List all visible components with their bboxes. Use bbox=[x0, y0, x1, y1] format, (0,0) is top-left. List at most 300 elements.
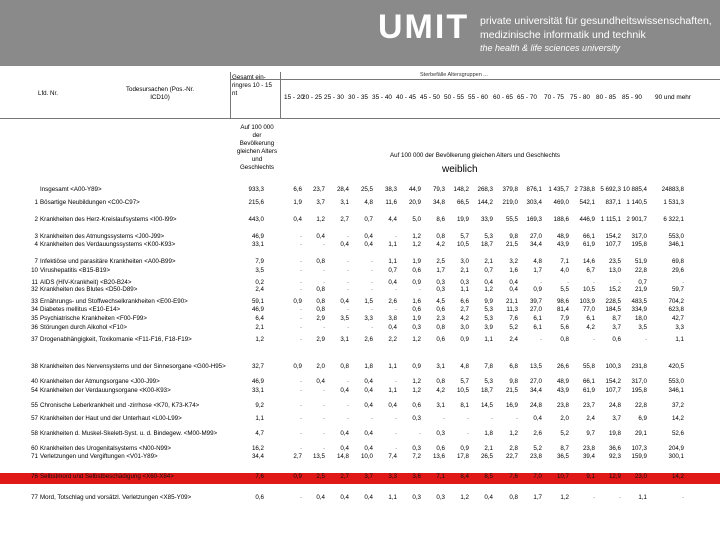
table-cell: 0,8 bbox=[509, 494, 518, 501]
table-cell: 1,1 bbox=[388, 387, 397, 394]
table-cell: 7,6 bbox=[509, 473, 518, 480]
table-cell: 3,8 bbox=[388, 315, 397, 322]
age-group-header-cell: 40 - 45 bbox=[396, 94, 416, 101]
table-cell: 33,1 bbox=[251, 387, 264, 394]
table-cell: 9,8 bbox=[509, 378, 518, 385]
table-cell: 420,5 bbox=[668, 363, 684, 370]
table-cell: 2,0 bbox=[316, 363, 325, 370]
table-cell: 13,5 bbox=[312, 453, 325, 460]
table-cell: 7,9 bbox=[560, 315, 569, 322]
table-cell: 36,6 bbox=[608, 445, 621, 452]
row-label: Verletzungen und Vergiftungen <V01-Y89> bbox=[40, 453, 158, 460]
table-cell: · bbox=[322, 324, 325, 331]
table-cell: 0,8 bbox=[340, 363, 349, 370]
row-number: 3 bbox=[34, 233, 38, 240]
university-name bbox=[480, 14, 712, 42]
table-cell: 77,0 bbox=[582, 306, 595, 313]
table-cell: · bbox=[322, 430, 325, 437]
age-group-header-cell: 20 - 25 bbox=[302, 94, 322, 101]
table-cell: 0,4 bbox=[364, 402, 373, 409]
table-cell: 7,2 bbox=[412, 453, 421, 460]
table-cell: 231,8 bbox=[631, 363, 647, 370]
table-cell: 3,7 bbox=[316, 199, 325, 206]
table-cell: 1,2 bbox=[412, 336, 421, 343]
table-cell: 2,3 bbox=[436, 315, 445, 322]
row-label: Krankheiten der Atmungsorgane <J00-J99> bbox=[40, 378, 160, 385]
table-cell: 13,5 bbox=[529, 363, 542, 370]
table-cell: 10,0 bbox=[360, 453, 373, 460]
table-cell: 18,0 bbox=[634, 315, 647, 322]
table-cell: 61,9 bbox=[582, 387, 595, 394]
table-cell: 0,2 bbox=[255, 279, 264, 286]
age-group-header-cell: 30 - 35 bbox=[348, 94, 368, 101]
table-cell: 2,1 bbox=[484, 258, 493, 265]
table-cell: 0,6 bbox=[612, 336, 621, 343]
table-cell: 24,8 bbox=[529, 402, 542, 409]
row-label: Selbstmord und Selbstbeschädigung <X60-X84> bbox=[40, 473, 174, 480]
table-cell: 107,7 bbox=[605, 387, 621, 394]
table-cell: 0,8 bbox=[436, 378, 445, 385]
table-cell: 0,4 bbox=[316, 494, 325, 501]
unit-left: Auf 100 000 der Bevölkerung gleichen Alters und Geschlechts bbox=[236, 124, 278, 171]
table-cell: 154,2 bbox=[605, 378, 621, 385]
table-cell: 0,8 bbox=[316, 298, 325, 305]
table-cell: · bbox=[299, 286, 302, 293]
table-cell: 1,2 bbox=[460, 494, 469, 501]
row-number: 54 bbox=[31, 387, 38, 394]
table-cell: 0,3 bbox=[412, 494, 421, 501]
table-cell: 0,3 bbox=[436, 279, 445, 286]
table-cell: 18,7 bbox=[480, 387, 493, 394]
table-cell: 483,5 bbox=[631, 298, 647, 305]
row-label: Diabetes mellitus <E10-E14> bbox=[40, 306, 121, 313]
table-cell: 92,3 bbox=[608, 453, 621, 460]
table-cell: 4,0 bbox=[560, 267, 569, 274]
table-cell: 0,4 bbox=[364, 241, 373, 248]
table-cell: · bbox=[299, 279, 302, 286]
table-cell: · bbox=[466, 430, 469, 437]
row-number: 11 bbox=[31, 279, 38, 286]
row-label: AIDS (HIV-Krankheit) <B20-B24> bbox=[40, 279, 132, 286]
table-cell: · bbox=[322, 267, 325, 274]
table-cell: · bbox=[418, 430, 421, 437]
table-cell: 0,4 bbox=[340, 241, 349, 248]
row-number: 4 bbox=[34, 241, 38, 248]
table-cell: 154,2 bbox=[605, 233, 621, 240]
table-cell: 21,1 bbox=[505, 298, 518, 305]
table-cell: 215,6 bbox=[248, 199, 264, 206]
table-row bbox=[0, 387, 720, 398]
age-group-header-cell: 50 - 55 bbox=[444, 94, 464, 101]
table-cell: 1,1 bbox=[638, 494, 647, 501]
row-number: 7 bbox=[34, 258, 38, 265]
table-cell: 219,0 bbox=[502, 199, 518, 206]
table-cell: · bbox=[322, 387, 325, 394]
table-cell: 0,6 bbox=[412, 306, 421, 313]
table-cell: 2,2 bbox=[388, 336, 397, 343]
table-cell: 8,4 bbox=[460, 473, 469, 480]
table-cell: 4,2 bbox=[436, 387, 445, 394]
table-cell: 3,3 bbox=[364, 315, 373, 322]
age-group-header-cell: 70 - 75 bbox=[544, 94, 564, 101]
table-cell: 3,3 bbox=[388, 473, 397, 480]
table-cell: 0,6 bbox=[436, 306, 445, 313]
table-cell: 4,2 bbox=[586, 324, 595, 331]
table-cell: 0,4 bbox=[484, 494, 493, 501]
table-cell: 542,1 bbox=[579, 199, 595, 206]
table-cell: 10,5 bbox=[582, 286, 595, 293]
table-cell: 9,7 bbox=[586, 430, 595, 437]
table-cell: 6,6 bbox=[293, 186, 302, 193]
table-cell: 0,9 bbox=[412, 363, 421, 370]
table-cell: 14,2 bbox=[671, 415, 684, 422]
table-cell: 0,3 bbox=[412, 324, 421, 331]
table-cell: · bbox=[299, 378, 302, 385]
table-cell: 43,9 bbox=[556, 387, 569, 394]
row-label: Insgesamt <A00-Y89> bbox=[40, 186, 102, 193]
table-cell: 317,0 bbox=[631, 378, 647, 385]
row-number: 34 bbox=[31, 306, 38, 313]
table-cell: 469,0 bbox=[553, 199, 569, 206]
table-cell: 5,7 bbox=[460, 233, 469, 240]
table-cell: 1,1 bbox=[675, 336, 684, 343]
table-cell: 0,9 bbox=[460, 445, 469, 452]
table-cell: 3,2 bbox=[509, 258, 518, 265]
column-total: Gesamt ein-ringres 10 - 15 nt bbox=[232, 74, 272, 97]
table-cell: 8,7 bbox=[612, 315, 621, 322]
table-cell: · bbox=[299, 415, 302, 422]
table-cell: 195,8 bbox=[631, 241, 647, 248]
table-cell: 10,5 bbox=[456, 241, 469, 248]
table-cell: 0,7 bbox=[484, 267, 493, 274]
table-cell: 1,1 bbox=[460, 286, 469, 293]
table-cell: 0,4 bbox=[364, 445, 373, 452]
table-cell: 2 901,7 bbox=[626, 216, 647, 223]
table-cell: 300,1 bbox=[668, 453, 684, 460]
table-cell: 3,5 bbox=[638, 324, 647, 331]
table-cell: 6,1 bbox=[533, 315, 542, 322]
row-number: 1 bbox=[34, 199, 38, 206]
table-cell: 379,8 bbox=[502, 186, 518, 193]
table-cell: 5 692,3 bbox=[600, 186, 621, 193]
table-cell: 39,7 bbox=[529, 298, 542, 305]
table-cell: 98,6 bbox=[556, 298, 569, 305]
table-cell: 1,7 bbox=[533, 267, 542, 274]
table-cell: 23,8 bbox=[556, 402, 569, 409]
age-group-header-cell: 60 - 65 bbox=[493, 94, 513, 101]
table-row bbox=[0, 216, 720, 227]
table-cell: 26,5 bbox=[480, 453, 493, 460]
age-group-header-cell: 45 - 50 bbox=[420, 94, 440, 101]
table-row bbox=[0, 402, 720, 413]
row-number: 57 bbox=[31, 415, 38, 422]
table-cell: · bbox=[618, 494, 621, 501]
table-row bbox=[0, 363, 720, 374]
table-cell: 0,7 bbox=[388, 267, 397, 274]
table-cell: 14,8 bbox=[336, 453, 349, 460]
row-label: Psychiatrische Krankheiten <F00-F99> bbox=[40, 315, 147, 322]
table-cell: 5,5 bbox=[560, 286, 569, 293]
table-cell: 25,5 bbox=[360, 186, 373, 193]
table-cell: · bbox=[370, 258, 373, 265]
table-cell: · bbox=[299, 430, 302, 437]
table-cell: 3,3 bbox=[675, 324, 684, 331]
table-cell: 2,4 bbox=[509, 336, 518, 343]
table-cell: 38,3 bbox=[384, 186, 397, 193]
age-group-header-cell: 85 - 90 bbox=[622, 94, 642, 101]
table-cell: · bbox=[370, 306, 373, 313]
table-cell: 6,4 bbox=[255, 315, 264, 322]
table-cell: 0,3 bbox=[412, 415, 421, 422]
table-cell: 46,9 bbox=[251, 306, 264, 313]
row-number: 33 bbox=[31, 298, 38, 305]
table-cell: 2,7 bbox=[293, 453, 302, 460]
table-cell: 1,6 bbox=[509, 267, 518, 274]
table-cell: 7,9 bbox=[255, 258, 264, 265]
table-cell: 6,1 bbox=[586, 315, 595, 322]
table-row bbox=[0, 415, 720, 426]
table-cell: 5,2 bbox=[509, 324, 518, 331]
table-cell: 34,8 bbox=[432, 199, 445, 206]
table-cell: 4,2 bbox=[460, 315, 469, 322]
table-cell: 34,4 bbox=[251, 453, 264, 460]
table-cell: 107,7 bbox=[605, 241, 621, 248]
table-cell: 623,8 bbox=[668, 306, 684, 313]
table-cell: · bbox=[394, 415, 397, 422]
table-cell: 5,0 bbox=[412, 216, 421, 223]
table-cell: 59,1 bbox=[251, 298, 264, 305]
row-label: Krankheiten d. Muskel-Skelett-Syst. u. d. Bindegew. <M00-M99> bbox=[40, 430, 218, 437]
table-row bbox=[0, 199, 720, 210]
table-cell: · bbox=[539, 279, 542, 286]
table-cell: 43,9 bbox=[556, 241, 569, 248]
table-cell: · bbox=[681, 279, 684, 286]
table-cell: 29,1 bbox=[634, 430, 647, 437]
table-cell: 1 140,5 bbox=[626, 199, 647, 206]
table-cell: 446,9 bbox=[579, 216, 595, 223]
table-cell: · bbox=[394, 286, 397, 293]
table-cell: 9,9 bbox=[484, 298, 493, 305]
table-cell: · bbox=[418, 286, 421, 293]
table-cell: 0,4 bbox=[509, 279, 518, 286]
table-cell: 3,5 bbox=[340, 315, 349, 322]
table-cell: 3,1 bbox=[436, 363, 445, 370]
table-cell: · bbox=[681, 494, 684, 501]
top-caption: Sterbefälle Altersgruppen ... bbox=[420, 72, 488, 78]
table-cell: 24,8 bbox=[608, 402, 621, 409]
table-cell: 2,5 bbox=[436, 258, 445, 265]
table-cell: 44,9 bbox=[408, 186, 421, 193]
table-cell: 0,4 bbox=[364, 233, 373, 240]
table-cell: 33,1 bbox=[251, 241, 264, 248]
age-group-header bbox=[282, 94, 720, 108]
table-cell: 1,1 bbox=[388, 494, 397, 501]
table-row bbox=[0, 430, 720, 441]
table-row bbox=[0, 453, 720, 464]
row-label: Chronische Leberkrankheit und -zirrhose <K70, K73-K74> bbox=[40, 402, 200, 409]
table-cell: 10,5 bbox=[456, 387, 469, 394]
column-lfd-nr: Lfd. Nr. bbox=[38, 90, 58, 97]
row-number: 32 bbox=[31, 286, 38, 293]
table-cell: · bbox=[644, 336, 647, 343]
table-cell: 5,3 bbox=[484, 233, 493, 240]
row-label: Ernährungs- und Stoffwechselkrankheiten <E00-E90> bbox=[40, 298, 188, 305]
table-cell: 66,5 bbox=[456, 199, 469, 206]
table-cell: 37,2 bbox=[671, 402, 684, 409]
unit-right: Auf 100 000 der Bevölkerung gleichen Alters und Geschlechts bbox=[390, 152, 560, 159]
row-label: Virushepatitis <B15-B19> bbox=[40, 267, 111, 274]
table-cell: 0,8 bbox=[436, 233, 445, 240]
table-cell: 3,6 bbox=[412, 473, 421, 480]
table-cell: 1,9 bbox=[293, 199, 302, 206]
table-cell: 303,4 bbox=[526, 199, 542, 206]
table-cell: 0,7 bbox=[364, 216, 373, 223]
table-cell: 13,6 bbox=[432, 453, 445, 460]
row-label: Störungen durch Alkohol <F10> bbox=[40, 324, 128, 331]
age-group-header-cell: 65 - 70 bbox=[517, 94, 537, 101]
university-line-2: medizinische informatik und technik bbox=[480, 29, 646, 41]
table-cell: 1,1 bbox=[484, 336, 493, 343]
table-cell: 79,3 bbox=[432, 186, 445, 193]
table-cell: 228,5 bbox=[605, 298, 621, 305]
table-cell: 184,5 bbox=[605, 306, 621, 313]
table-cell: 2,5 bbox=[316, 473, 325, 480]
table-cell: 20,9 bbox=[408, 199, 421, 206]
table-cell: 23,8 bbox=[582, 445, 595, 452]
table-cell: 9,8 bbox=[509, 233, 518, 240]
table-cell: 23,7 bbox=[582, 402, 595, 409]
table-cell: · bbox=[539, 336, 542, 343]
table-row bbox=[0, 186, 720, 197]
table-cell: 1,2 bbox=[412, 387, 421, 394]
table-cell: 0,9 bbox=[533, 286, 542, 293]
age-group-header-cell: 35 - 40 bbox=[372, 94, 392, 101]
table-row bbox=[0, 336, 720, 347]
table-cell: · bbox=[346, 267, 349, 274]
table-cell: 52,6 bbox=[671, 430, 684, 437]
table-cell: 3,7 bbox=[364, 473, 373, 480]
table-cell: 1,9 bbox=[412, 315, 421, 322]
table-cell: 51,9 bbox=[634, 258, 647, 265]
table-cell: 204,9 bbox=[668, 445, 684, 452]
row-label: Infektiöse und parasitäre Krankheiten <A00-B99> bbox=[40, 258, 176, 265]
table-cell: 0,4 bbox=[340, 298, 349, 305]
table-cell: · bbox=[592, 279, 595, 286]
table-cell: 23,8 bbox=[529, 453, 542, 460]
table-cell: 5,3 bbox=[484, 306, 493, 313]
table-cell: 4,4 bbox=[388, 216, 397, 223]
table-cell: 12,9 bbox=[608, 473, 621, 480]
table-cell: 1,8 bbox=[484, 430, 493, 437]
row-number: 76 bbox=[31, 473, 38, 480]
table-cell: · bbox=[394, 306, 397, 313]
table-cell: 159,9 bbox=[631, 453, 647, 460]
table-cell: 1,2 bbox=[509, 430, 518, 437]
table-cell: 1,7 bbox=[436, 267, 445, 274]
table-cell: 4,7 bbox=[255, 430, 264, 437]
table-cell: 5,3 bbox=[484, 378, 493, 385]
table-cell: 3,0 bbox=[460, 258, 469, 265]
table-cell: 8,6 bbox=[436, 216, 445, 223]
table-cell: 14,5 bbox=[480, 402, 493, 409]
table-cell: 268,3 bbox=[477, 186, 493, 193]
table-cell: 59,7 bbox=[671, 286, 684, 293]
table-cell: 7,6 bbox=[509, 315, 518, 322]
table-cell: 0,6 bbox=[436, 445, 445, 452]
table-cell: 100,3 bbox=[605, 363, 621, 370]
row-label: Krankheiten des Atmungssystems <J00-J99> bbox=[40, 233, 165, 240]
table-cell: · bbox=[322, 415, 325, 422]
table-cell: · bbox=[299, 267, 302, 274]
table-cell: · bbox=[490, 415, 493, 422]
table-cell: 0,9 bbox=[412, 279, 421, 286]
table-cell: · bbox=[346, 286, 349, 293]
table-cell: 9,2 bbox=[255, 402, 264, 409]
table-cell: 3,5 bbox=[255, 267, 264, 274]
mortality-table bbox=[0, 72, 720, 540]
table-cell: · bbox=[346, 306, 349, 313]
row-label: Krankheiten der Verdauungsorgane <K00-K93> bbox=[40, 387, 171, 394]
table-cell: 3,1 bbox=[340, 336, 349, 343]
age-group-header-cell: 55 - 60 bbox=[468, 94, 488, 101]
table-cell: 0,8 bbox=[560, 336, 569, 343]
table-cell: 19,8 bbox=[608, 430, 621, 437]
row-number: 71 bbox=[31, 453, 38, 460]
table-cell: 9,1 bbox=[586, 473, 595, 480]
table-cell: 317,0 bbox=[631, 233, 647, 240]
table-cell: 2,6 bbox=[388, 298, 397, 305]
table-cell: 4,5 bbox=[436, 298, 445, 305]
table-cell: 0,4 bbox=[388, 324, 397, 331]
table-cell: 933,3 bbox=[248, 186, 264, 193]
table-cell: 21,9 bbox=[634, 286, 647, 293]
table-cell: 66,1 bbox=[582, 233, 595, 240]
table-cell: · bbox=[394, 445, 397, 452]
table-cell: 18,7 bbox=[480, 241, 493, 248]
table-cell: 1,1 bbox=[388, 241, 397, 248]
row-number: 37 bbox=[31, 336, 38, 343]
table-cell: 2,4 bbox=[255, 286, 264, 293]
table-cell: 2,9 bbox=[316, 336, 325, 343]
table-cell: 0,9 bbox=[460, 336, 469, 343]
table-cell: 27,0 bbox=[529, 306, 542, 313]
table-cell: 8,7 bbox=[560, 445, 569, 452]
table-cell: 36,5 bbox=[556, 453, 569, 460]
age-group-header-cell: 90 und mehr bbox=[655, 94, 691, 101]
table-cell: 17,8 bbox=[456, 453, 469, 460]
table-cell: · bbox=[394, 233, 397, 240]
table-cell: 0,4 bbox=[340, 387, 349, 394]
table-cell: · bbox=[299, 494, 302, 501]
age-group-header-cell: 75 - 80 bbox=[570, 94, 590, 101]
table-cell: 148,2 bbox=[453, 186, 469, 193]
table-cell: 2,1 bbox=[484, 445, 493, 452]
row-number: 38 bbox=[31, 363, 38, 370]
table-cell: 1,2 bbox=[560, 494, 569, 501]
table-cell: 0,8 bbox=[436, 324, 445, 331]
table-cell: 22,7 bbox=[505, 453, 518, 460]
table-cell: 0,6 bbox=[412, 267, 421, 274]
table-cell: 0,3 bbox=[412, 445, 421, 452]
table-cell: 10,7 bbox=[556, 473, 569, 480]
table-cell: 2,0 bbox=[560, 415, 569, 422]
table-cell: 55,5 bbox=[505, 216, 518, 223]
table-cell: 23,0 bbox=[634, 473, 647, 480]
table-row bbox=[0, 473, 720, 484]
table-cell: 6,1 bbox=[533, 324, 542, 331]
table-cell: · bbox=[299, 402, 302, 409]
table-cell: 0,7 bbox=[638, 279, 647, 286]
